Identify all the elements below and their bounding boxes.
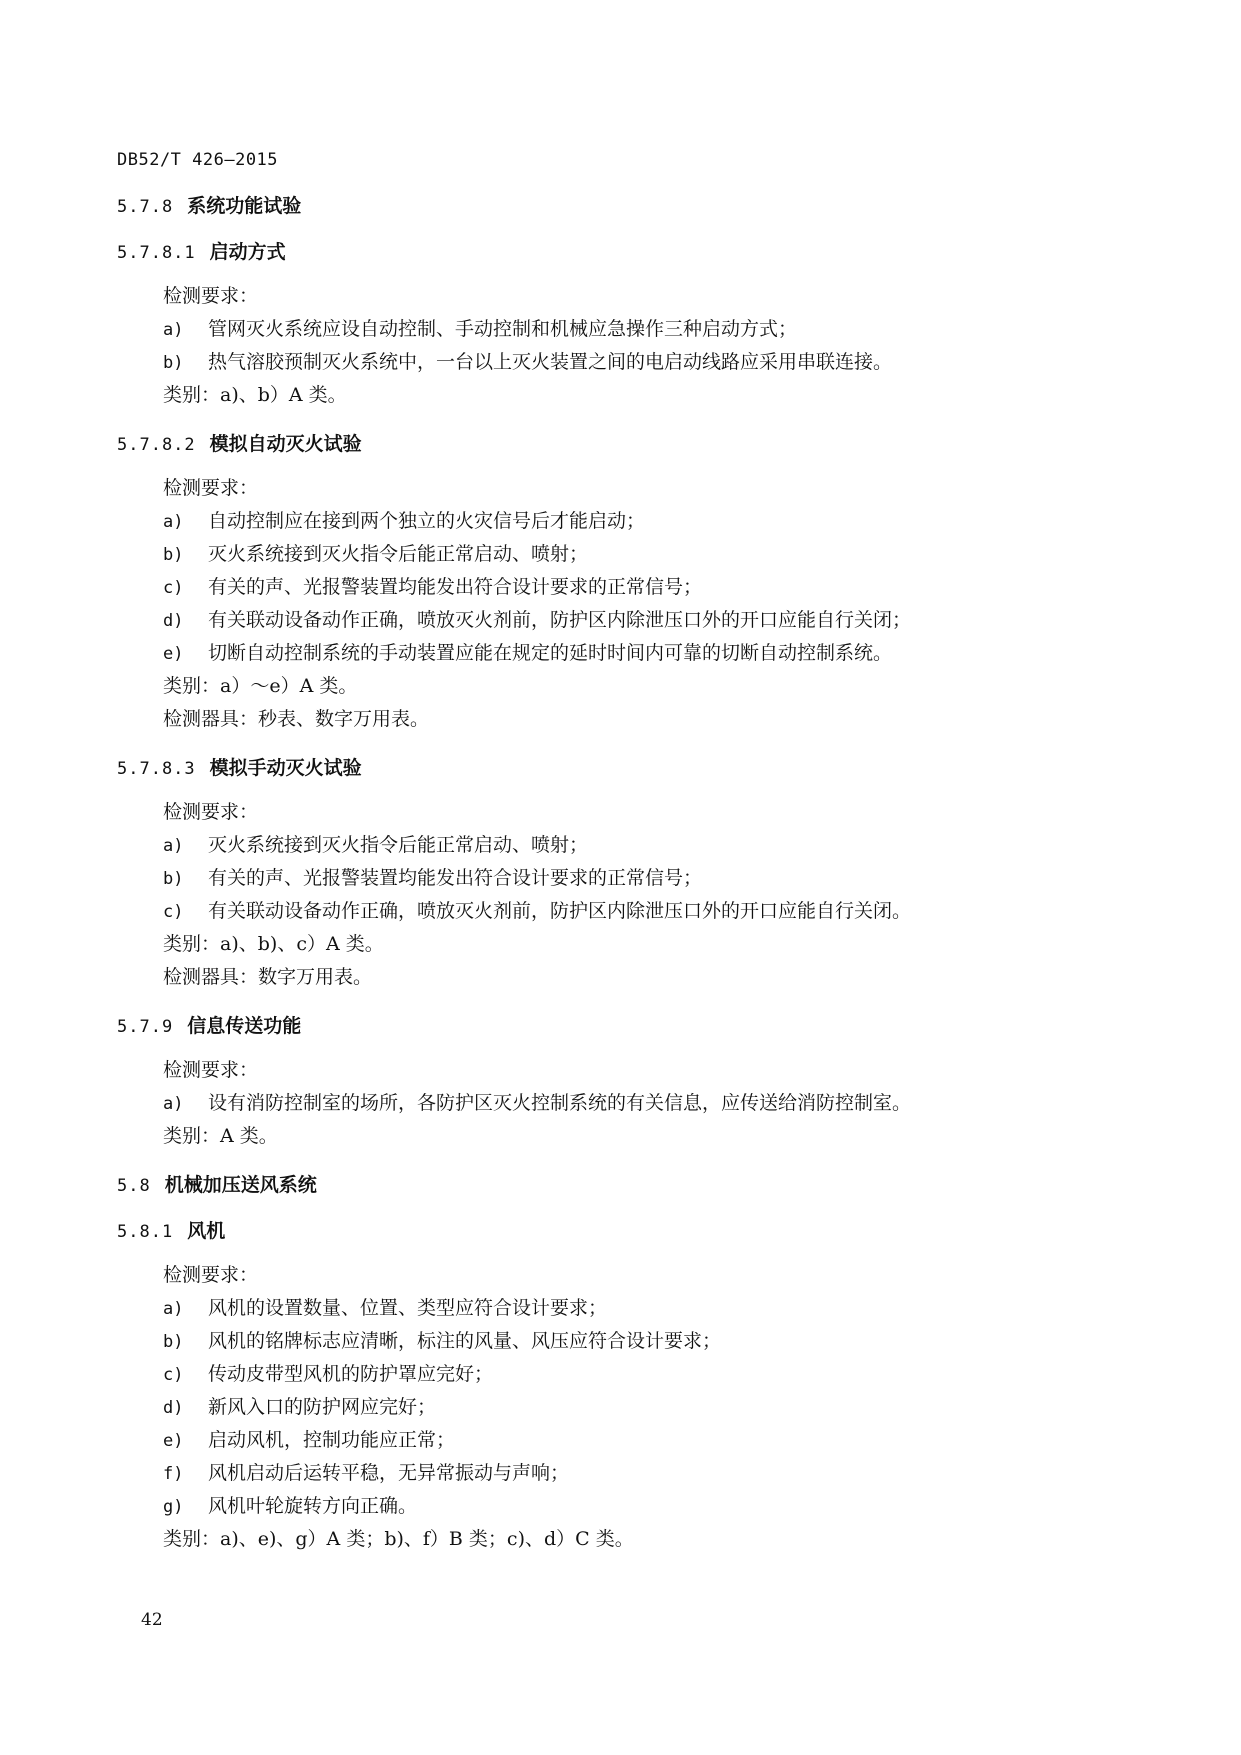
list-item-text: 切断自动控制系统的手动装置应能在规定的延时时间内可靠的切断自动控制系统。 [208, 642, 893, 664]
list-item [163, 895, 1241, 928]
list-item [163, 1087, 1241, 1120]
list-item [163, 829, 1241, 862]
list-item-text: 启动风机，控制功能应正常； [208, 1429, 456, 1451]
list-item [163, 1424, 1241, 1457]
section-title: 启动方式 [209, 241, 286, 263]
list-item-marker: b) [163, 545, 184, 565]
list-item [163, 637, 1241, 670]
document-body [0, 192, 1241, 1556]
list-item-text: 风机的设置数量、位置、类型应符合设计要求； [208, 1297, 608, 1319]
list-item [163, 571, 1241, 604]
section-heading [117, 430, 1241, 458]
list-item-marker: c) [163, 1365, 184, 1385]
list-item-marker: a) [163, 512, 184, 532]
list-item-text: 管网灭火系统应设自动控制、手动控制和机械应急操作三种启动方式； [208, 318, 798, 340]
section-title: 系统功能试验 [187, 195, 302, 217]
list-item-text: 自动控制应在接到两个独立的火灾信号后才能启动； [208, 510, 646, 532]
list-item-marker: b) [163, 353, 184, 373]
paragraph: 类别：a)、b）A 类。 [163, 384, 347, 406]
spacer [0, 736, 1241, 754]
list-item-text: 有关的声、光报警装置均能发出符合设计要求的正常信号； [208, 576, 703, 598]
list-item-marker: b) [163, 869, 184, 889]
list-item-text: 热气溶胶预制灭火系统中，一台以上灭火装置之间的电启动线路应采用串联连接。 [208, 351, 893, 373]
section-heading [117, 1217, 1241, 1245]
list-item [163, 538, 1241, 571]
list-item-text: 有关联动设备动作正确，喷放灭火剂前，防护区内除泄压口外的开口应能自行关闭。 [208, 900, 912, 922]
paragraph: 检测要求： [163, 477, 259, 499]
paragraph: 检测器具：秒表、数字万用表。 [163, 708, 430, 730]
list-item [163, 1457, 1241, 1490]
list-item-marker: g) [163, 1497, 184, 1517]
list-item-marker: c) [163, 578, 184, 598]
spacer [0, 220, 1241, 238]
list-item [163, 1325, 1241, 1358]
list-item-text: 新风入口的防护网应完好； [208, 1396, 437, 1418]
list-item-text: 传动皮带型风机的防护罩应完好； [208, 1363, 494, 1385]
list-item-text: 灭火系统接到灭火指令后能正常启动、喷射； [208, 834, 589, 856]
section-heading [117, 238, 1241, 266]
paragraph: 检测器具：数字万用表。 [163, 966, 373, 988]
list-item-marker: a) [163, 1094, 184, 1114]
paragraph: 类别：A 类。 [163, 1125, 278, 1147]
list-item [163, 604, 1241, 637]
list-item [163, 313, 1241, 346]
list-item-marker: d) [163, 1398, 184, 1418]
paragraph: 类别：a)、b)、c）A 类。 [163, 933, 384, 955]
list-item-marker: a) [163, 320, 184, 340]
spacer [0, 994, 1241, 1012]
page-number: 42 [141, 1610, 163, 1630]
section-title: 模拟自动灭火试验 [209, 433, 362, 455]
paragraph: 类别：a)、e)、g）A 类；b)、f）B 类；c)、d）C 类。 [163, 1528, 634, 1550]
list-item-marker: c) [163, 902, 184, 922]
list-item [163, 1391, 1241, 1424]
section-heading [117, 192, 1241, 220]
list-item-marker: e) [163, 1431, 184, 1451]
section-title: 机械加压送风系统 [164, 1174, 317, 1196]
list-item [163, 346, 1241, 379]
list-item-marker: a) [163, 836, 184, 856]
list-item-marker: f) [163, 1464, 184, 1484]
section-heading [117, 1171, 1241, 1199]
spacer [0, 458, 1241, 472]
list-item-text: 风机叶轮旋转方向正确。 [208, 1495, 418, 1517]
spacer [0, 266, 1241, 280]
list-item-marker: b) [163, 1332, 184, 1352]
section-number: 5.7.9 [117, 1017, 174, 1037]
list-item-text: 设有消防控制室的场所，各防护区灭火控制系统的有关信息，应传送给消防控制室。 [208, 1092, 912, 1114]
section-number: 5.8.1 [117, 1222, 174, 1242]
list-item-text: 灭火系统接到灭火指令后能正常启动、喷射； [208, 543, 589, 565]
list-item [163, 1292, 1241, 1325]
section-number: 5.7.8 [117, 197, 174, 217]
section-title: 风机 [187, 1220, 226, 1242]
section-number: 5.8 [117, 1176, 151, 1196]
list-item-marker: e) [163, 644, 184, 664]
spacer [0, 1199, 1241, 1217]
spacer [0, 1245, 1241, 1259]
standard-code: DB52/T 426—2015 [117, 150, 279, 170]
list-item [163, 862, 1241, 895]
section-number: 5.7.8.1 [117, 243, 196, 263]
section-number: 5.7.8.2 [117, 435, 196, 455]
list-item-text: 风机启动后运转平稳，无异常振动与声响； [208, 1462, 570, 1484]
list-item [163, 1358, 1241, 1391]
list-item-marker: d) [163, 611, 184, 631]
paragraph: 检测要求： [163, 1059, 259, 1081]
spacer [0, 1153, 1241, 1171]
paragraph: 检测要求： [163, 801, 259, 823]
spacer [0, 782, 1241, 796]
paragraph: 类别：a）～e）A 类。 [163, 675, 358, 697]
list-item-text: 有关的声、光报警装置均能发出符合设计要求的正常信号； [208, 867, 703, 889]
list-item-marker: a) [163, 1299, 184, 1319]
paragraph: 检测要求： [163, 285, 259, 307]
section-number: 5.7.8.3 [117, 759, 196, 779]
spacer [0, 1040, 1241, 1054]
section-heading [117, 1012, 1241, 1040]
list-item [163, 505, 1241, 538]
section-title: 模拟手动灭火试验 [209, 757, 362, 779]
list-item-text: 风机的铭牌标志应清晰，标注的风量、风压应符合设计要求； [208, 1330, 722, 1352]
section-title: 信息传送功能 [187, 1015, 302, 1037]
paragraph: 检测要求： [163, 1264, 259, 1286]
section-heading [117, 754, 1241, 782]
list-item [163, 1490, 1241, 1523]
spacer [0, 412, 1241, 430]
list-item-text: 有关联动设备动作正确，喷放灭火剂前，防护区内除泄压口外的开口应能自行关闭； [208, 609, 912, 631]
